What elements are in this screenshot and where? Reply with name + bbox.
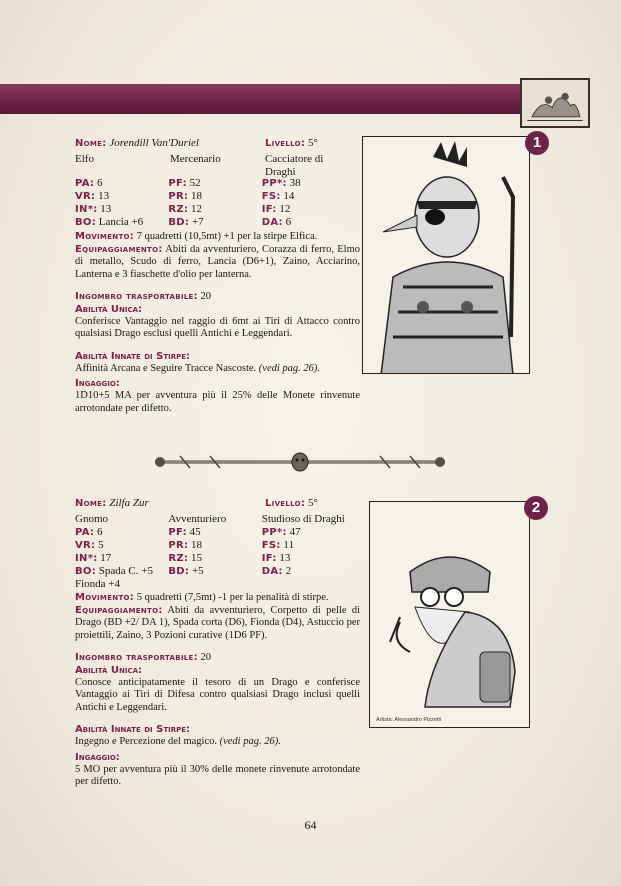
stats-row [75,552,360,565]
stat-cell [262,565,360,591]
stat-value: 14 [283,190,295,202]
stat-cell [75,552,168,565]
artist-credit: Artista: Alessandro Pizzetti [376,717,442,723]
stat-cell [75,177,168,190]
innate-text: Ingegno e Percezione del magico. [75,736,217,747]
header-illustration [520,78,590,128]
unique-ability-label: Abilità Unica: [75,664,143,676]
character-1 [75,137,360,415]
stat-value: 12 [279,203,291,215]
stat-value: 6 [97,177,103,189]
stat-value: 2 [285,565,292,577]
stat-cell [168,177,261,190]
stat-label: PP*: [261,178,287,189]
movement-label: Movimento: [75,231,135,242]
stat-cell [168,552,261,565]
badge-1: 1 [525,131,549,155]
stat-value: Spada C. +5 Fionda +4 [75,565,153,590]
stat-value: 12 [190,203,202,215]
stat-label: VR: [75,540,96,551]
stat-value: 6 [285,216,292,228]
stat-cell [75,539,168,552]
innate-text: Affinità Arcana e Seguire Tracce Nascoste. [75,362,257,374]
stat-value: 18 [191,539,203,551]
stat-label: PA: [75,527,95,538]
stat-value: 6 [97,526,103,538]
stat-cell [168,190,261,203]
stat-label: IF: [261,204,277,215]
hire-label: Ingaggio: [75,751,120,763]
stat-cell [262,203,360,216]
stat-value: 15 [190,552,202,564]
stat-value: 17 [100,552,112,564]
class: Avventuriero [168,513,227,525]
character-2-portrait [369,501,530,728]
stat-label: PA: [75,178,95,189]
stat-value: 47 [289,526,301,538]
stat-cell [262,526,360,539]
stat-label: PR: [168,191,189,202]
stat-label: RZ: [168,204,189,215]
character-2 [75,497,360,789]
stats-row [75,526,360,539]
stats-row [75,565,360,591]
stat-label: BO: [75,217,97,228]
innate-label: Abilità Innate di Stirpe: [75,724,191,735]
stat-label: DA: [261,566,283,577]
stat-label: BO: [75,566,97,577]
stat-value: 18 [191,190,203,202]
character-name: Zilfa Zur [109,497,149,509]
encumbrance-value: 20 [200,291,212,302]
stats-row [75,190,360,203]
level-label: Livello: [265,138,306,149]
stats-row [75,177,360,190]
stats-block [75,526,360,591]
unique-ability-label: Abilità Unica: [75,303,143,315]
header-banner [0,84,520,114]
stat-cell [262,552,360,565]
equipment-value: Abiti da avventuriero, Corpetto di pelle di Drago (BD +2/ DA 1), Spada corta (D6), Fionda (D4), Astuccio per proiettili, Zaino, 3 Pozioni curative (1D6 PF). [75,604,360,641]
stat-cell [168,216,261,229]
stat-value: +7 [191,216,204,228]
stat-value: 11 [283,539,294,551]
stat-value: +5 [191,565,204,577]
title: Cacciatore di Draghi [265,153,324,178]
stats-row [75,203,360,216]
stat-cell [75,203,168,216]
encumbrance-value: 20 [200,652,212,663]
innate-ref: (vedi pag. 26). [258,362,321,374]
stat-value: 5 [98,539,104,551]
stat-label: IF: [261,553,277,564]
title: Studioso di Draghi [261,513,345,525]
stat-cell [75,216,168,229]
stat-value: 13 [98,190,110,202]
class: Mercenario [170,153,221,165]
stats-row [75,216,360,229]
ornamental-divider [150,450,450,474]
stat-label: FS: [261,540,281,551]
hire-text: 1D10+5 MA per avventura più il 25% delle Monete rinvenute arrotondate per difetto. [75,390,360,414]
stat-label: BD: [168,566,190,577]
level-label: Livello: [265,498,306,509]
stat-label: PF: [168,527,187,538]
stat-label: IN*: [75,553,98,564]
stat-cell [262,539,360,552]
stat-cell [168,526,261,539]
unique-ability-text: Conferisce Vantaggio nel raggio di 6mt ai Tiri di Attacco contro qualsiasi Drago esclusi quelli Antichi e Leggendari. [75,315,360,339]
stat-label: DA: [261,217,283,228]
name-label: Nome: [75,498,107,509]
stat-cell [168,539,261,552]
stat-value: 52 [189,177,201,189]
stat-cell [75,565,168,591]
stats-block [75,177,360,229]
stat-cell [262,190,360,203]
name-label: Nome: [75,138,107,149]
stat-label: RZ: [168,553,189,564]
stats-row [75,539,360,552]
character-name: Jorendill Van'Duriel [109,137,199,149]
equipment-value: Abiti da avventuriero, Corazza di ferro, Elmo di metallo, Scudo di ferro, Lancia (D6+1), Zaino, Acciarino, Lanterna e 3 fiaschette d'olio per lanterna. [75,243,361,280]
hire-label: Ingaggio: [75,378,120,389]
stat-label: BD: [168,217,190,228]
stat-value: 45 [189,526,201,538]
race: Gnomo [75,513,108,525]
equipment-label: Equipaggiamento: [75,604,163,616]
level-value: 5° [307,497,318,509]
encumbrance-label: Ingombro trasportabile: [75,291,198,302]
stat-cell [168,203,261,216]
stat-label: IN*: [75,204,98,215]
equipment-label: Equipaggiamento: [75,243,163,255]
stat-cell [168,565,261,591]
stat-value: 38 [289,177,301,189]
page-number: 64 [304,818,317,832]
movement-label: Movimento: [75,592,135,603]
unique-ability-text: Conosce anticipatamente il tesoro di un Drago e conferisce Vantaggio ai Tiri di Difesa contro qualsiasi Drago inclusi quelli Antichi e Leggendari. [75,676,360,713]
innate-label: Abilità Innate di Stirpe: [75,350,191,362]
stat-cell [262,177,360,190]
stat-label: PF: [168,178,187,189]
innate-ref: (vedi pag. 26). [219,736,281,747]
stat-label: PR: [168,540,189,551]
encumbrance-label: Ingombro trasportabile: [75,652,198,663]
level-value: 5° [307,137,318,149]
movement-value: 7 quadretti (10,5mt) +1 per la stirpe Elfica. [136,231,318,242]
hire-text: 5 MO per avventura più il 30% delle monete rinvenute arrotondate per difetto. [75,763,360,787]
race: Elfo [75,153,94,165]
character-1-portrait [362,136,530,374]
stat-label: PP*: [261,527,287,538]
badge-2: 2 [524,496,548,520]
movement-value: 5 quadretti (7,5mt) -1 per la penalità di stirpe. [136,592,329,603]
stat-cell [75,526,168,539]
stat-label: VR: [75,191,96,202]
stat-cell [75,190,168,203]
stat-label: FS: [261,191,281,202]
stat-value: 13 [100,203,112,215]
stat-value: 13 [279,552,291,564]
stat-value: Lancia +6 [98,216,144,228]
stat-cell [262,216,360,229]
